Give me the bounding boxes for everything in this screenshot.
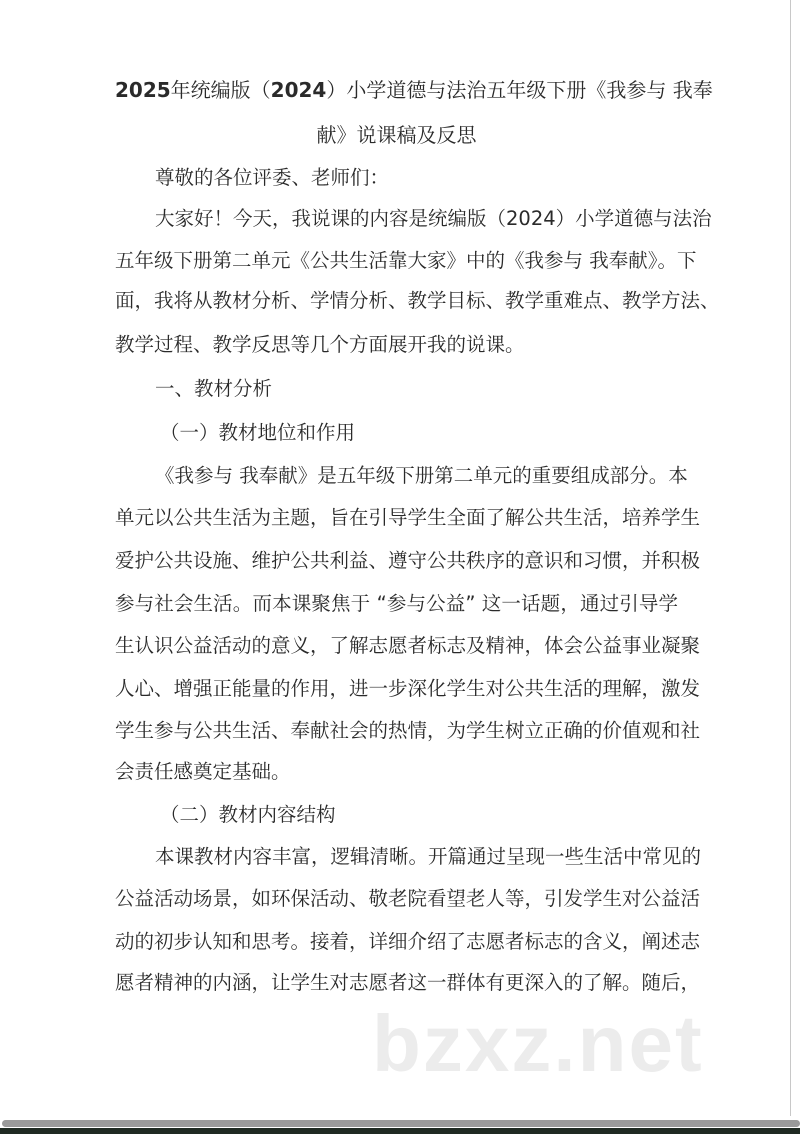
- text-line: （一）教材地位和作用: [160, 421, 356, 444]
- watermark: bzxz.net: [372, 999, 704, 1088]
- text-line: 参与社会生活。而本课聚焦于 “参与公益” 这一话题，通过引导学: [115, 592, 678, 615]
- text-line: 公益活动场景，如环保活动、敬老院看望老人等，引发学生对公益活: [115, 887, 701, 910]
- text-line: 愿者精神的内涵，让学生对志愿者这一群体有更深入的了解。随后，: [115, 971, 701, 994]
- desktop-background: [0, 1128, 800, 1134]
- document-title-line1: [115, 76, 713, 104]
- text-line: 教学过程、教学反思等几个方面展开我的说课。: [115, 333, 525, 356]
- text-line: 学生参与公共生活、奉献社会的热情，为学生树立正确的价值观和社: [115, 719, 701, 742]
- text-line: （二）教材内容结构: [160, 803, 336, 826]
- text-line: 人心、增强正能量的作用，进一步深化学生对公共生活的理解，激发: [115, 677, 701, 700]
- text-line: 会责任感奠定基础。: [115, 760, 291, 783]
- text-line: 动的初步认知和思考。接着，详细介绍了志愿者标志的含义，阐述志: [115, 930, 701, 953]
- title-part: 年统编版（: [170, 78, 271, 102]
- text-line: 爱护公共设施、维护公共利益、遵守公共秩序的意识和习惯，并积极: [115, 549, 701, 572]
- title-year: 2025: [115, 78, 171, 102]
- text-line: 单元以公共生活为主题，旨在引导学生全面了解公共生活，培养学生: [115, 506, 701, 529]
- text-line: 五年级下册第二单元《公共生活靠大家》中的《我参与 我奉献》。下: [115, 249, 697, 272]
- text-line: 生认识公益活动的意义，了解志愿者标志及精神，体会公益事业凝聚: [115, 634, 701, 657]
- text-line: 面，我将从教材分析、学情分析、教学目标、教学重难点、教学方法、: [115, 289, 720, 312]
- text-line: 本课教材内容丰富，逻辑清晰。开篇通过呈现一些生活中常见的: [155, 845, 702, 868]
- text-line: 尊敬的各位评委、老师们：: [155, 166, 390, 189]
- text-line: 大家好！今天，我说课的内容是统编版（2024）小学道德与法治: [155, 207, 712, 230]
- horizontal-scrollbar[interactable]: [2, 1120, 800, 1127]
- document-title-line2: 献》说课稿及反思: [316, 123, 477, 147]
- text-line: 《我参与 我奉献》是五年级下册第二单元的重要组成部分。本: [155, 464, 688, 487]
- title-part: ）小学道德与法治五年级下册《我参与 我奉: [326, 78, 713, 102]
- text-line: 一、教材分析: [155, 377, 273, 400]
- title-edition: 2024: [270, 78, 327, 102]
